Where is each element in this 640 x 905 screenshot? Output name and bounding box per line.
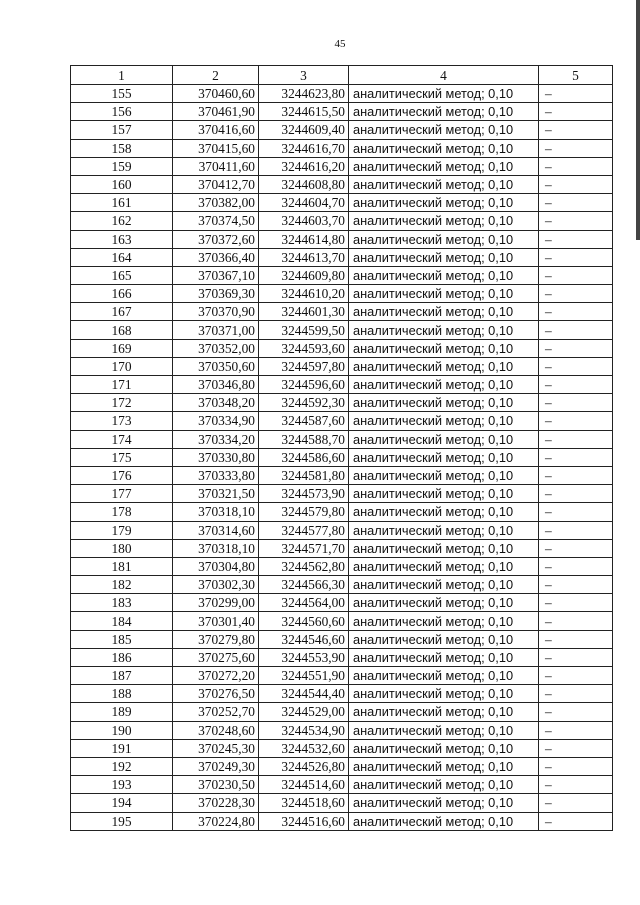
method-accuracy-cell: аналитический метод; 0,10 <box>349 485 539 503</box>
method-accuracy-cell: аналитический метод; 0,10 <box>349 157 539 175</box>
y-coordinate-cell: 3244604,70 <box>259 194 349 212</box>
method-accuracy-cell: аналитический метод; 0,10 <box>349 630 539 648</box>
table-row <box>71 376 613 394</box>
point-number-cell: 179 <box>71 521 173 539</box>
method-accuracy-cell: аналитический метод; 0,10 <box>349 121 539 139</box>
method-accuracy-cell: аналитический метод; 0,10 <box>349 139 539 157</box>
y-coordinate-cell: 3244532,60 <box>259 739 349 757</box>
table-row <box>71 212 613 230</box>
note-cell: – <box>539 557 613 575</box>
x-coordinate-cell: 370330,80 <box>173 448 259 466</box>
method-accuracy-cell: аналитический метод; 0,10 <box>349 594 539 612</box>
table-row <box>71 175 613 193</box>
note-cell: – <box>539 121 613 139</box>
note-cell: – <box>539 594 613 612</box>
y-coordinate-cell: 3244553,90 <box>259 648 349 666</box>
column-header: 5 <box>539 66 613 85</box>
note-cell: – <box>539 103 613 121</box>
y-coordinate-cell: 3244593,60 <box>259 339 349 357</box>
point-number-cell: 159 <box>71 157 173 175</box>
coordinates-table <box>70 65 613 831</box>
point-number-cell: 174 <box>71 430 173 448</box>
point-number-cell: 184 <box>71 612 173 630</box>
table-row <box>71 412 613 430</box>
note-cell: – <box>539 321 613 339</box>
table-row <box>71 794 613 812</box>
x-coordinate-cell: 370415,60 <box>173 139 259 157</box>
note-cell: – <box>539 739 613 757</box>
x-coordinate-cell: 370374,50 <box>173 212 259 230</box>
note-cell: – <box>539 466 613 484</box>
table-row <box>71 430 613 448</box>
table-row <box>71 85 613 103</box>
table-row <box>71 703 613 721</box>
point-number-cell: 167 <box>71 303 173 321</box>
y-coordinate-cell: 3244571,70 <box>259 539 349 557</box>
y-coordinate-cell: 3244588,70 <box>259 430 349 448</box>
method-accuracy-cell: аналитический метод; 0,10 <box>349 685 539 703</box>
y-coordinate-cell: 3244551,90 <box>259 667 349 685</box>
point-number-cell: 165 <box>71 266 173 284</box>
table-row <box>71 739 613 757</box>
method-accuracy-cell: аналитический метод; 0,10 <box>349 285 539 303</box>
y-coordinate-cell: 3244623,80 <box>259 85 349 103</box>
method-accuracy-cell: аналитический метод; 0,10 <box>349 376 539 394</box>
point-number-cell: 178 <box>71 503 173 521</box>
y-coordinate-cell: 3244573,90 <box>259 485 349 503</box>
point-number-cell: 169 <box>71 339 173 357</box>
point-number-cell: 186 <box>71 648 173 666</box>
x-coordinate-cell: 370367,10 <box>173 266 259 284</box>
method-accuracy-cell: аналитический метод; 0,10 <box>349 466 539 484</box>
table-row <box>71 394 613 412</box>
y-coordinate-cell: 3244601,30 <box>259 303 349 321</box>
x-coordinate-cell: 370371,00 <box>173 321 259 339</box>
scan-edge-mark <box>636 0 640 240</box>
point-number-cell: 170 <box>71 357 173 375</box>
table-row <box>71 230 613 248</box>
table-row <box>71 466 613 484</box>
method-accuracy-cell: аналитический метод; 0,10 <box>349 557 539 575</box>
table-row <box>71 521 613 539</box>
method-accuracy-cell: аналитический метод; 0,10 <box>349 739 539 757</box>
method-accuracy-cell: аналитический метод; 0,10 <box>349 85 539 103</box>
y-coordinate-cell: 3244597,80 <box>259 357 349 375</box>
note-cell: – <box>539 157 613 175</box>
table-row <box>71 157 613 175</box>
table-row <box>71 503 613 521</box>
note-cell: – <box>539 757 613 775</box>
point-number-cell: 158 <box>71 139 173 157</box>
note-cell: – <box>539 448 613 466</box>
y-coordinate-cell: 3244614,80 <box>259 230 349 248</box>
x-coordinate-cell: 370279,80 <box>173 630 259 648</box>
y-coordinate-cell: 3244587,60 <box>259 412 349 430</box>
point-number-cell: 188 <box>71 685 173 703</box>
method-accuracy-cell: аналитический метод; 0,10 <box>349 321 539 339</box>
x-coordinate-cell: 370369,30 <box>173 285 259 303</box>
point-number-cell: 194 <box>71 794 173 812</box>
note-cell: – <box>539 230 613 248</box>
table-row <box>71 539 613 557</box>
x-coordinate-cell: 370248,60 <box>173 721 259 739</box>
table-row <box>71 248 613 266</box>
point-number-cell: 166 <box>71 285 173 303</box>
x-coordinate-cell: 370228,30 <box>173 794 259 812</box>
method-accuracy-cell: аналитический метод; 0,10 <box>349 757 539 775</box>
column-header: 2 <box>173 66 259 85</box>
method-accuracy-cell: аналитический метод; 0,10 <box>349 194 539 212</box>
note-cell: – <box>539 430 613 448</box>
note-cell: – <box>539 194 613 212</box>
x-coordinate-cell: 370301,40 <box>173 612 259 630</box>
note-cell: – <box>539 376 613 394</box>
x-coordinate-cell: 370275,60 <box>173 648 259 666</box>
method-accuracy-cell: аналитический метод; 0,10 <box>349 303 539 321</box>
point-number-cell: 160 <box>71 175 173 193</box>
point-number-cell: 190 <box>71 721 173 739</box>
x-coordinate-cell: 370348,20 <box>173 394 259 412</box>
table-row <box>71 594 613 612</box>
method-accuracy-cell: аналитический метод; 0,10 <box>349 248 539 266</box>
y-coordinate-cell: 3244581,80 <box>259 466 349 484</box>
y-coordinate-cell: 3244610,20 <box>259 285 349 303</box>
y-coordinate-cell: 3244529,00 <box>259 703 349 721</box>
y-coordinate-cell: 3244596,60 <box>259 376 349 394</box>
column-header: 1 <box>71 66 173 85</box>
method-accuracy-cell: аналитический метод; 0,10 <box>349 448 539 466</box>
x-coordinate-cell: 370382,00 <box>173 194 259 212</box>
x-coordinate-cell: 370412,70 <box>173 175 259 193</box>
x-coordinate-cell: 370334,20 <box>173 430 259 448</box>
note-cell: – <box>539 139 613 157</box>
note-cell: – <box>539 412 613 430</box>
point-number-cell: 181 <box>71 557 173 575</box>
method-accuracy-cell: аналитический метод; 0,10 <box>349 776 539 794</box>
note-cell: – <box>539 630 613 648</box>
method-accuracy-cell: аналитический метод; 0,10 <box>349 794 539 812</box>
note-cell: – <box>539 794 613 812</box>
note-cell: – <box>539 539 613 557</box>
note-cell: – <box>539 703 613 721</box>
note-cell: – <box>539 612 613 630</box>
note-cell: – <box>539 648 613 666</box>
note-cell: – <box>539 685 613 703</box>
note-cell: – <box>539 285 613 303</box>
method-accuracy-cell: аналитический метод; 0,10 <box>349 703 539 721</box>
x-coordinate-cell: 370350,60 <box>173 357 259 375</box>
point-number-cell: 192 <box>71 757 173 775</box>
method-accuracy-cell: аналитический метод; 0,10 <box>349 503 539 521</box>
method-accuracy-cell: аналитический метод; 0,10 <box>349 103 539 121</box>
point-number-cell: 175 <box>71 448 173 466</box>
point-number-cell: 162 <box>71 212 173 230</box>
y-coordinate-cell: 3244615,50 <box>259 103 349 121</box>
method-accuracy-cell: аналитический метод; 0,10 <box>349 576 539 594</box>
note-cell: – <box>539 776 613 794</box>
table-row <box>71 612 613 630</box>
note-cell: – <box>539 521 613 539</box>
point-number-cell: 177 <box>71 485 173 503</box>
table-body <box>71 85 613 831</box>
point-number-cell: 185 <box>71 630 173 648</box>
y-coordinate-cell: 3244534,90 <box>259 721 349 739</box>
note-cell: – <box>539 503 613 521</box>
method-accuracy-cell: аналитический метод; 0,10 <box>349 175 539 193</box>
table-row <box>71 448 613 466</box>
method-accuracy-cell: аналитический метод; 0,10 <box>349 812 539 830</box>
x-coordinate-cell: 370304,80 <box>173 557 259 575</box>
x-coordinate-cell: 370411,60 <box>173 157 259 175</box>
column-header: 3 <box>259 66 349 85</box>
point-number-cell: 189 <box>71 703 173 721</box>
method-accuracy-cell: аналитический метод; 0,10 <box>349 539 539 557</box>
table-row <box>71 485 613 503</box>
x-coordinate-cell: 370370,90 <box>173 303 259 321</box>
x-coordinate-cell: 370276,50 <box>173 685 259 703</box>
x-coordinate-cell: 370333,80 <box>173 466 259 484</box>
table-row <box>71 685 613 703</box>
x-coordinate-cell: 370346,80 <box>173 376 259 394</box>
table-row <box>71 139 613 157</box>
x-coordinate-cell: 370372,60 <box>173 230 259 248</box>
table-row <box>71 194 613 212</box>
point-number-cell: 164 <box>71 248 173 266</box>
point-number-cell: 157 <box>71 121 173 139</box>
y-coordinate-cell: 3244562,80 <box>259 557 349 575</box>
x-coordinate-cell: 370299,00 <box>173 594 259 612</box>
y-coordinate-cell: 3244546,60 <box>259 630 349 648</box>
method-accuracy-cell: аналитический метод; 0,10 <box>349 266 539 284</box>
method-accuracy-cell: аналитический метод; 0,10 <box>349 612 539 630</box>
point-number-cell: 161 <box>71 194 173 212</box>
x-coordinate-cell: 370416,60 <box>173 121 259 139</box>
y-coordinate-cell: 3244586,60 <box>259 448 349 466</box>
note-cell: – <box>539 721 613 739</box>
point-number-cell: 176 <box>71 466 173 484</box>
x-coordinate-cell: 370321,50 <box>173 485 259 503</box>
note-cell: – <box>539 812 613 830</box>
x-coordinate-cell: 370230,50 <box>173 776 259 794</box>
header-row <box>71 66 613 85</box>
y-coordinate-cell: 3244616,70 <box>259 139 349 157</box>
method-accuracy-cell: аналитический метод; 0,10 <box>349 357 539 375</box>
point-number-cell: 195 <box>71 812 173 830</box>
column-header: 4 <box>349 66 539 85</box>
y-coordinate-cell: 3244518,60 <box>259 794 349 812</box>
table-row <box>71 357 613 375</box>
x-coordinate-cell: 370249,30 <box>173 757 259 775</box>
y-coordinate-cell: 3244608,80 <box>259 175 349 193</box>
x-coordinate-cell: 370224,80 <box>173 812 259 830</box>
table-row <box>71 266 613 284</box>
note-cell: – <box>539 85 613 103</box>
table-row <box>71 303 613 321</box>
x-coordinate-cell: 370366,40 <box>173 248 259 266</box>
point-number-cell: 191 <box>71 739 173 757</box>
y-coordinate-cell: 3244566,30 <box>259 576 349 594</box>
x-coordinate-cell: 370334,90 <box>173 412 259 430</box>
x-coordinate-cell: 370460,60 <box>173 85 259 103</box>
table-row <box>71 648 613 666</box>
point-number-cell: 171 <box>71 376 173 394</box>
y-coordinate-cell: 3244599,50 <box>259 321 349 339</box>
table-row <box>71 339 613 357</box>
method-accuracy-cell: аналитический метод; 0,10 <box>349 230 539 248</box>
table-row <box>71 630 613 648</box>
method-accuracy-cell: аналитический метод; 0,10 <box>349 212 539 230</box>
table-row <box>71 576 613 594</box>
y-coordinate-cell: 3244579,80 <box>259 503 349 521</box>
point-number-cell: 156 <box>71 103 173 121</box>
point-number-cell: 168 <box>71 321 173 339</box>
point-number-cell: 187 <box>71 667 173 685</box>
method-accuracy-cell: аналитический метод; 0,10 <box>349 667 539 685</box>
note-cell: – <box>539 339 613 357</box>
table-row <box>71 321 613 339</box>
table-row <box>71 757 613 775</box>
note-cell: – <box>539 576 613 594</box>
page-number: 45 <box>334 38 346 50</box>
y-coordinate-cell: 3244592,30 <box>259 394 349 412</box>
x-coordinate-cell: 370352,00 <box>173 339 259 357</box>
point-number-cell: 182 <box>71 576 173 594</box>
note-cell: – <box>539 212 613 230</box>
table-row <box>71 667 613 685</box>
note-cell: – <box>539 303 613 321</box>
y-coordinate-cell: 3244616,20 <box>259 157 349 175</box>
x-coordinate-cell: 370252,70 <box>173 703 259 721</box>
point-number-cell: 163 <box>71 230 173 248</box>
y-coordinate-cell: 3244603,70 <box>259 212 349 230</box>
table-row <box>71 103 613 121</box>
y-coordinate-cell: 3244609,40 <box>259 121 349 139</box>
method-accuracy-cell: аналитический метод; 0,10 <box>349 721 539 739</box>
x-coordinate-cell: 370318,10 <box>173 503 259 521</box>
y-coordinate-cell: 3244544,40 <box>259 685 349 703</box>
y-coordinate-cell: 3244560,60 <box>259 612 349 630</box>
y-coordinate-cell: 3244577,80 <box>259 521 349 539</box>
y-coordinate-cell: 3244609,80 <box>259 266 349 284</box>
x-coordinate-cell: 370461,90 <box>173 103 259 121</box>
y-coordinate-cell: 3244564,00 <box>259 594 349 612</box>
point-number-cell: 172 <box>71 394 173 412</box>
table-row <box>71 285 613 303</box>
method-accuracy-cell: аналитический метод; 0,10 <box>349 412 539 430</box>
note-cell: – <box>539 266 613 284</box>
point-number-cell: 173 <box>71 412 173 430</box>
x-coordinate-cell: 370272,20 <box>173 667 259 685</box>
point-number-cell: 183 <box>71 594 173 612</box>
point-number-cell: 180 <box>71 539 173 557</box>
table-row <box>71 121 613 139</box>
x-coordinate-cell: 370314,60 <box>173 521 259 539</box>
table-row <box>71 812 613 830</box>
note-cell: – <box>539 485 613 503</box>
point-number-cell: 155 <box>71 85 173 103</box>
x-coordinate-cell: 370302,30 <box>173 576 259 594</box>
y-coordinate-cell: 3244516,60 <box>259 812 349 830</box>
note-cell: – <box>539 248 613 266</box>
y-coordinate-cell: 3244613,70 <box>259 248 349 266</box>
method-accuracy-cell: аналитический метод; 0,10 <box>349 394 539 412</box>
note-cell: – <box>539 667 613 685</box>
method-accuracy-cell: аналитический метод; 0,10 <box>349 339 539 357</box>
x-coordinate-cell: 370245,30 <box>173 739 259 757</box>
method-accuracy-cell: аналитический метод; 0,10 <box>349 521 539 539</box>
note-cell: – <box>539 357 613 375</box>
table-row <box>71 557 613 575</box>
y-coordinate-cell: 3244526,80 <box>259 757 349 775</box>
note-cell: – <box>539 394 613 412</box>
table-row <box>71 721 613 739</box>
note-cell: – <box>539 175 613 193</box>
method-accuracy-cell: аналитический метод; 0,10 <box>349 648 539 666</box>
y-coordinate-cell: 3244514,60 <box>259 776 349 794</box>
x-coordinate-cell: 370318,10 <box>173 539 259 557</box>
point-number-cell: 193 <box>71 776 173 794</box>
method-accuracy-cell: аналитический метод; 0,10 <box>349 430 539 448</box>
table-row <box>71 776 613 794</box>
